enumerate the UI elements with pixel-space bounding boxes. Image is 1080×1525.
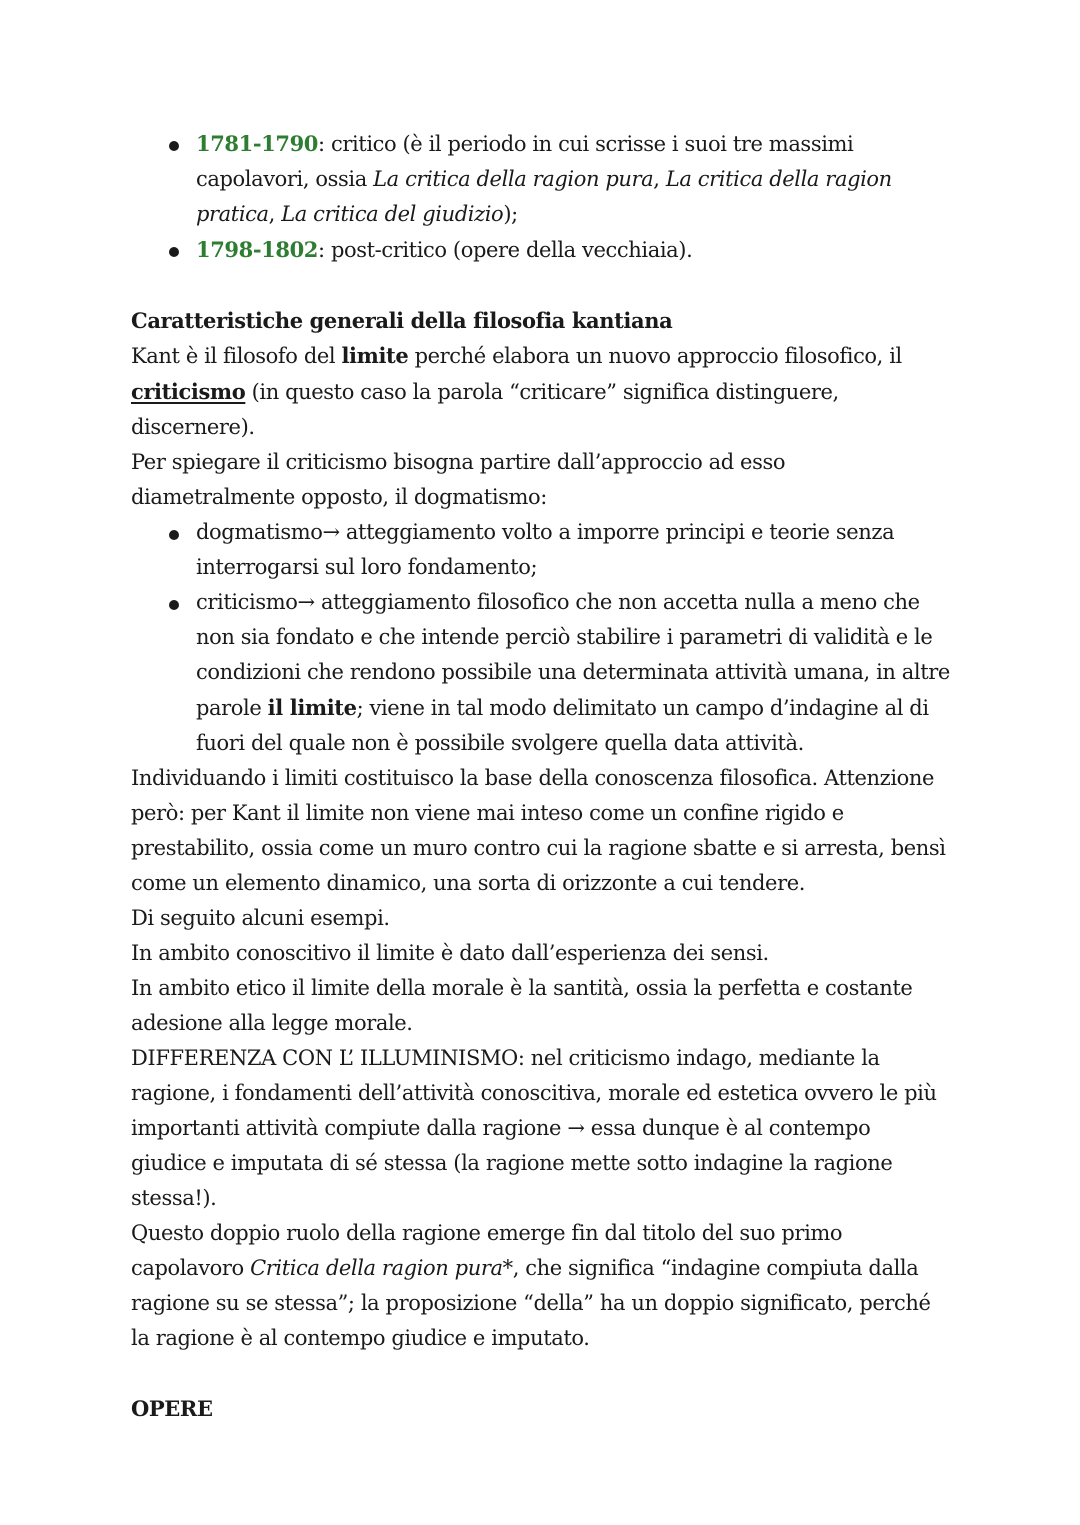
definition-list [131, 515, 951, 761]
paragraph: Di seguito alcuni esempi. [131, 906, 390, 930]
period-years: 1798-1802 [196, 237, 319, 262]
section-heading: Caratteristiche generali della filosofia kantiana [131, 308, 673, 333]
separator: , [268, 202, 282, 226]
paragraph: Individuando i limiti costituisco la base della conoscenza filosofica. Attenzione però: per Kant il limite non viene mai inteso come un confine rigido e prestabilito, ossia come un muro contro cui la ragione sbatte e si arresta, bensì come un elemento dinamico, una sorta di orizzonte a cui tendere. [131, 766, 946, 895]
period-years: 1781-1790 [196, 131, 319, 156]
period-item [131, 232, 951, 268]
intro-text: perché elabora un nuovo approccio filosofico, il [408, 344, 902, 368]
final-paragraph [131, 1216, 951, 1356]
intro-paragraph [131, 338, 951, 445]
term-il-limite: il limite [267, 695, 357, 720]
dogma-intro: Per spiegare il criticismo bisogna partire dall’approccio ad esso diametralmente opposto, il dogmatismo: [131, 450, 786, 509]
work-title: La critica della ragion pratica [196, 167, 892, 226]
bullet-icon [169, 247, 179, 257]
final-text: *, che significa “indagine compiuta dalla ragione su se stessa”; la proposizione “della” ha un doppio significato, perché la ragione è al contempo giudice e imputato. [131, 1256, 931, 1350]
work-title: La critica della ragion pura [373, 167, 654, 191]
work-title: La critica del giudizio [281, 202, 504, 226]
intro-text: Kant è il filosofo del [131, 344, 342, 368]
work-title: Critica della ragion pura [250, 1256, 503, 1280]
period-item [131, 126, 951, 232]
definition-text: ; viene in tal modo delimitato un campo d’indagine al di fuori del quale non è possibile svolgere quella data attività. [196, 696, 929, 755]
bullet-icon [169, 141, 179, 151]
period-list [131, 126, 951, 268]
paragraph: DIFFERENZA CON L’ ILLUMINISMO: nel criticismo indago, mediante la ragione, i fondamenti dell’attività conoscitiva, morale ed estetica ovvero le più importanti attività compiute dalla ragione → essa dunque è al contempo giudice e imputata di sé stessa (la ragione mette sotto indagine la ragione stessa!). [131, 1046, 937, 1210]
document-body [131, 126, 951, 1426]
paragraph: In ambito conoscitivo il limite è dato dall’esperienza dei sensi. [131, 941, 769, 965]
definition-text: criticismo→ atteggiamento filosofico che non accetta nulla a meno che non sia fondato e che intende perciò stabilire i parametri di validità e le condizioni che rendono possibile una determinata attività umana, in altre parole [196, 590, 950, 720]
bullet-icon [169, 530, 179, 540]
intro-text: (in questo caso la parola “criticare” significa distinguere, discernere). [131, 380, 839, 439]
definition-dogmatismo: dogmatismo→ atteggiamento volto a imporre principi e teorie senza interrogarsi sul loro fondamento; [196, 520, 895, 579]
opere-heading: OPERE [131, 1396, 213, 1421]
spacer [131, 1356, 951, 1391]
period-description: : critico (è il periodo in cui scrisse i suoi tre massimi capolavori, ossia [196, 132, 854, 191]
term-limite: limite [341, 343, 409, 368]
period-description: : post-critico (opere della vecchiaia). [318, 238, 693, 262]
separator: , [653, 167, 666, 191]
paragraph: In ambito etico il limite della morale è la santità, ossia la perfetta e costante adesione alla legge morale. [131, 976, 913, 1035]
period-close: ); [503, 202, 518, 226]
spacer [131, 268, 951, 303]
final-text: Questo doppio ruolo della ragione emerge fin dal titolo del suo primo capolavoro [131, 1221, 843, 1280]
definition-item [131, 515, 951, 585]
term-criticismo: criticismo [131, 379, 246, 404]
bullet-icon [169, 600, 179, 610]
definition-item [131, 585, 951, 761]
